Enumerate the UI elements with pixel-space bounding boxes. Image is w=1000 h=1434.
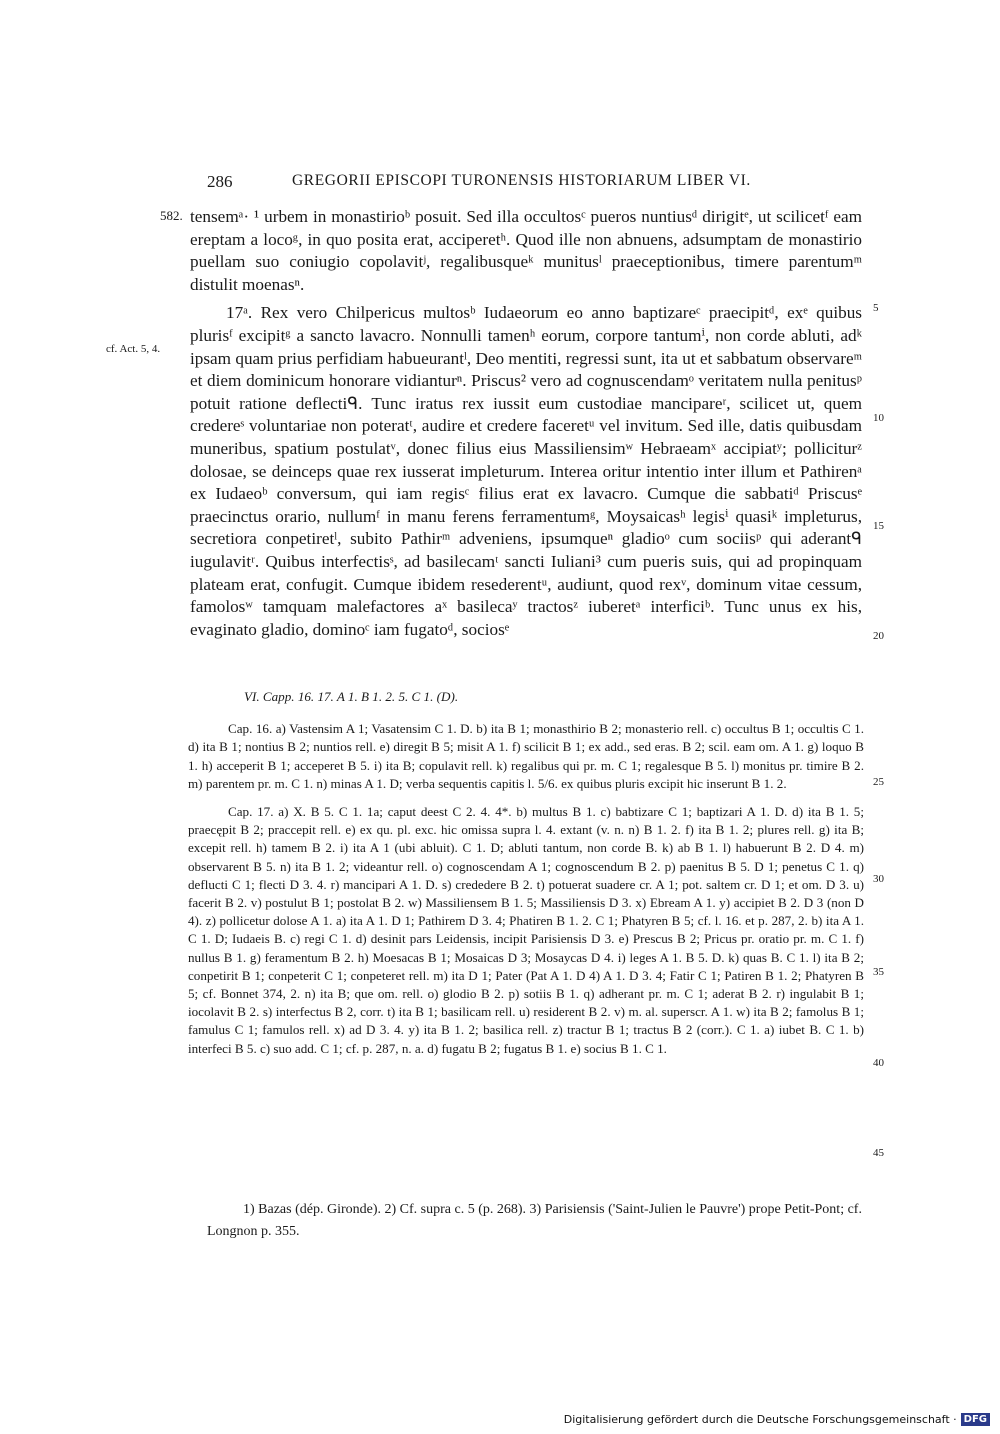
line-number: 35 (873, 966, 884, 978)
main-paragraph-1: tensemᵃ· ¹ urbem in monastirioᵇ posuit. Sed illa occultosᶜ pueros nuntiusᵈ dirigitᵉ, ut scilicetᶠ eam ereptam a locoᵍ, in quo posita erat, acciperetʰ. Quod ille non abnuens, adsumptam de monastirio puellam suo coniugio copolavitʲ, regalibusqueᵏ munitusˡ praeceptionibus, timere parentumᵐ distulit moenasⁿ. (190, 207, 862, 294)
critical-apparatus (188, 688, 864, 1058)
apparatus-chapter-16: Cap. 16. a) Vastensim A 1; Vasatensim C 1. D. b) ita B 1; monasthirio B 2; monasterio rell. c) occultus B 1; occultis C 1. d) ita B 1; nontius B 2; nuntios rell. e) diregit B 5; misit A 1. f) scilicit B 1; ex add., sed eras. B 2; scil. eam om. A 1. g) loquo B 1. h) acceperit B 1; acceperet B 5. i) ita B; copulavit rell. k) regalibus qui pr. m. C 1; regalesque B 5. l) monitus pr. timire B 2. m) parentem pr. m. C 1. n) minas A 1. D; verba sequentis capitis l. 5/6. ex quibus pluris excipit hic inserunt B 1. 2. (188, 721, 864, 791)
line-number: 20 (873, 630, 884, 642)
footnote-text: 1) Bazas (dép. Gironde). 2) Cf. supra c. 5 (p. 268). 3) Parisiensis ('Saint-Julien le Pauvre') prope Petit-Pont; cf. Longnon p. 355. (207, 1202, 862, 1239)
main-text (190, 206, 862, 641)
line-number: 5 (873, 302, 879, 314)
running-head: GREGORII EPISCOPI TURONENSIS HISTORIARUM LIBER VI. (292, 172, 751, 189)
year-margin-note: 582. (160, 208, 183, 223)
line-number: 10 (873, 412, 884, 424)
dfg-logo-icon: DFG (961, 1413, 990, 1426)
main-paragraph-2: 17ᵃ. Rex vero Chilpericus multosᵇ Iudaeorum eo anno baptizareᶜ praecipitᵈ, exᵉ quibus plurisᶠ excipitᵍ a sancto lavacro. Nonnulli tamenʰ eorum, corpore tantumⁱ, non corde abluti, adᵏ ipsam quam prius perfidiam habueurantˡ, Deo mentiti, regressi sunt, ita ut et sabbatum observareᵐ et diem dominicum honorare vidianturⁿ. Priscus² vero ad cognuscendamᵒ veritatem nulla penitusᵖ potuit ratione deflectiᑫ. Tunc iratus rex iussit eum custodiae mancipareʳ, scilicet ut, quem credereˢ voluntariae non poteratᵗ, audire et credere faceretᵘ vel invitum. Sed ille, datis quibusdam muneribus, spatium postulatᵛ, donec filius eius Massiliensimʷ Hebraeamˣ accipiatʸ; polliciturᶻ dolosae, se deinceps quae rex iusserat impleturum. Interea oritur intentio inter illum et Pathirenᵃ ex Iudaeoᵇ conversum, qui iam regisᶜ filius erat ex lavacro. Cumque die sabbatiᵈ Priscusᵉ praecinctus orario, nullumᶠ in manu ferens ferramentumᵍ, Moysaicasʰ legisⁱ quasiᵏ impleturus, secretiora conpetiretˡ, subito Pathirᵐ adveniens, ipsumqueⁿ gladioᵒ cum sociisᵖ qui aderantᑫ iugulavitʳ. Quibus interfectisˢ, ad basilecamᵗ sancti Iuliani³ cum pueris suis, qui ad propinquam plateam erat, confugit. Cumque ibidem resederentᵘ, audiunt, quod rexᵛ, dominum vitae cessum, famolosʷ tamquam malefactores aˣ basilecaʸ tractosᶻ iuberetᵃ interficiᵇ. Tunc unus ex his, evaginato gladio, dominoᶜ iam fugatoᵈ, sociosᵉ (190, 303, 862, 639)
apparatus-chapter-17: Cap. 17. a) X. B 5. C 1. 1a; caput deest C 2. 4. 4*. b) multus B 1. c) babtizare C 1; baptizari A 1. D. d) ita B 1. 5; praecępit B 2; praccepit rell. e) ex qu. pl. exc. hic omissa supra l. 4. extant (v. n. n) B 1. 2. f) ita B 1. 2; plures rell. g) ita B; excepit rell. h) tamem B 2. i) ita A 1 (ubi abluit). C 1. D; abluti tantum, non corde B. k) ab B 1. l) habuerunt B 2. D 4. m) observarent B 5. n) ita B 1. 2; videantur rell. o) cognoscendam A 1; cognoscendum B 2. p) paenitus B 5. D 1; penetus C 1. q) deflucti C 1; flecti D 3. 4. r) mancipari A 1. D. s) crededere B 2. t) potuerat suadere cr. A 1; pot. saltem cr. D 1; et om. D 3. u) facerit B 2. v) postulut B 1; postolat B 2. w) Massiliensem B 1. 5; Massiliensis D 3. x) Ebream A 1. y) accipiet B 2. D 3 (non D 4). z) pollicetur dolose A 1. a) ita A 1. D 1; Pathirem D 3. 4; Phatiren B 1. 2. C 1; Phatyren B 5; cf. l. 16. et p. 287, 2. b) ita A 1. C 1. D; Iudaeis B. c) regi C 1. d) desinit pars Leidensis, incipit Parisiensis D 3. e) Prescus B 2; Pricus pr. oratio pr. m. C 1. f) nullus B 1. g) feramentum B 2. h) Moesacas B 1; Mosaicas D 3; Mosaycas D 4. i) leges A 1. B 5. D. k) quas B. C 1. l) ita B 2; conpetirit B 1; conpeterit C 1; conpeteret rell. m) ita D 1; Pater (Pat A 1. D 4) A 1. D 3. 4; Fatir C 1; Patiren B 1. 2; Phatyren B 5; cf. Bonnet 374, 2. n) ita B; que om. rell. o) glodio B 2. p) sotiis B 1. q) adherant pr. m. C 1; aderat B 2. r) ingulabit B 1; iocolavit B 2. s) interfectus B 2, corr. t) ita B 1; basilicam rell. u) residerent B 2. v) m. al. superscr. A 1. w) ita B 2; famolus B 1; famulus C 1; famulos rell. x) ad D 3. 4. y) ita B 1. 2; basilica rell. z) tractur B 1; tractus B 2 (corr.). C 1. a) iubet B. C 1. b) interfeci B 5. c) suo add. C 1; cf. p. 287, n. a. d) fugatu B 2; fugatus B 1. e) socius B 1. C 1. (188, 804, 864, 1056)
apparatus-sigla-heading: VI. Capp. 16. 17. A 1. B 1. 2. 5. C 1. (D). (244, 689, 459, 704)
cross-reference-margin-note: cf. Act. 5, 4. (106, 343, 161, 355)
line-number: 15 (873, 520, 884, 532)
footnotes (207, 1199, 863, 1242)
credit-text: Digitalisierung gefördert durch die Deutsche Forschungsgemeinschaft · (563, 1413, 957, 1426)
digitization-credit (564, 1413, 990, 1426)
page-number: 286 (207, 172, 233, 191)
line-number: 40 (873, 1057, 884, 1069)
line-number: 25 (873, 776, 884, 788)
line-number: 45 (873, 1147, 884, 1159)
line-number: 30 (873, 873, 884, 885)
